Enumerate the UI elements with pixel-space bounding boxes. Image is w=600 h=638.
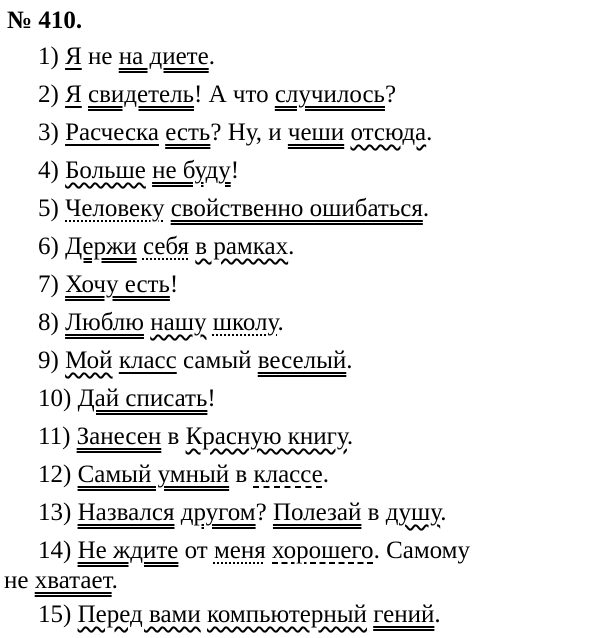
predicate: не буду xyxy=(152,157,231,184)
sentence-8 xyxy=(38,308,284,338)
predicate: Держи xyxy=(65,233,137,260)
predicate: свидетель xyxy=(88,81,195,108)
sentence-number: 13) xyxy=(38,499,78,526)
sentence-2 xyxy=(38,80,396,110)
plain-text: не xyxy=(81,43,119,70)
predicate: чеши xyxy=(287,119,345,146)
punctuation: . xyxy=(322,461,330,488)
attribute: Мой xyxy=(65,347,113,374)
punctuation: . xyxy=(426,119,433,146)
sentence-6 xyxy=(38,232,294,262)
punctuation: . xyxy=(434,601,441,628)
predicate: Назвался xyxy=(77,499,175,526)
sentence-number: 10) xyxy=(38,385,78,412)
subject: класс xyxy=(118,347,177,374)
sentence-number: 8) xyxy=(38,309,66,336)
sentence-12 xyxy=(38,460,329,490)
predicate: есть xyxy=(165,119,211,146)
punctuation: . xyxy=(346,347,353,374)
predicate: веселый xyxy=(257,347,347,374)
predicate: случилось xyxy=(274,81,385,108)
predicate: Самый умный xyxy=(77,461,230,488)
predicate: гений xyxy=(373,601,435,628)
plain-text: . Самому xyxy=(373,537,470,564)
predicate: Полезай xyxy=(272,499,362,526)
sentence-number: 4) xyxy=(38,157,66,184)
object: себя xyxy=(142,233,190,260)
sentence-13 xyxy=(38,498,446,528)
sentence-10 xyxy=(38,384,216,414)
subject: Я xyxy=(65,43,82,70)
punctuation: . xyxy=(440,499,447,526)
adverbial: в рамках xyxy=(195,233,289,260)
adverbial: классе xyxy=(253,461,323,488)
predicate: хватает xyxy=(34,567,112,594)
plain-text: в xyxy=(361,499,386,526)
predicate: Не ждите xyxy=(77,537,179,564)
punctuation: ? xyxy=(384,81,397,108)
object: школу xyxy=(212,309,278,336)
sentence-7 xyxy=(38,270,178,300)
predicate: Люблю xyxy=(65,309,144,336)
sentence-11 xyxy=(38,422,353,452)
object: меня xyxy=(213,537,266,564)
plain-text: не xyxy=(4,567,35,594)
sentence-4 xyxy=(38,156,239,186)
subject: Я xyxy=(65,81,82,108)
sentence-number: 12) xyxy=(38,461,78,488)
attribute: компьютерный xyxy=(207,601,367,628)
sentence-9 xyxy=(38,346,353,376)
sentence-number: 1) xyxy=(38,43,66,70)
punctuation: . xyxy=(277,309,284,336)
adverbial: Перед вами xyxy=(77,601,201,628)
sentence-number: 2) xyxy=(38,81,66,108)
predicate: свойственно ошибаться xyxy=(170,195,423,222)
sentence-5 xyxy=(38,194,429,224)
punctuation: . xyxy=(111,567,118,594)
punctuation: ! xyxy=(169,271,179,298)
sentence-number: 11) xyxy=(38,423,77,450)
adverbial: отсюда xyxy=(350,119,427,146)
predicate: Занесен xyxy=(76,423,162,450)
sentence-14-continuation xyxy=(4,566,118,596)
sentence-number: 14) xyxy=(38,537,78,564)
plain-text: ? Ну, и xyxy=(210,119,288,146)
object: хорошего xyxy=(272,537,374,564)
sentence-number: 7) xyxy=(38,271,66,298)
object: Человеку xyxy=(65,195,165,222)
plain-text: ! А что xyxy=(194,81,275,108)
plain-text: самый xyxy=(176,347,258,374)
adverbial: Больше xyxy=(65,157,146,184)
exercise-number: № 410. xyxy=(7,7,83,34)
sentence-1 xyxy=(38,42,215,72)
plain-text: в xyxy=(161,423,186,450)
punctuation: ! xyxy=(207,385,216,412)
sentence-15 xyxy=(38,600,441,630)
sentence-number: 6) xyxy=(38,233,66,260)
plain-text: в xyxy=(229,461,254,488)
predicate: Хочу есть xyxy=(65,271,170,298)
punctuation: ! xyxy=(230,157,240,184)
predicate: другом xyxy=(180,499,256,526)
sentence-number: 3) xyxy=(38,119,66,146)
predicate: Дай списать xyxy=(77,385,208,412)
punctuation: . xyxy=(208,43,215,70)
punctuation: . xyxy=(346,423,354,450)
punctuation: . xyxy=(288,233,295,260)
attribute: нашу xyxy=(150,309,207,336)
sentence-number: 5) xyxy=(38,195,66,222)
subject: Расческа xyxy=(65,119,159,146)
plain-text: ? xyxy=(255,499,273,526)
sentence-14 xyxy=(38,536,470,566)
plain-text: от xyxy=(178,537,214,564)
adverbial: Красную книгу xyxy=(185,423,347,450)
predicate: на диете xyxy=(118,43,209,70)
sentence-3 xyxy=(38,118,432,148)
sentence-number: 9) xyxy=(38,347,66,374)
sentence-number: 15) xyxy=(38,601,78,628)
punctuation: . xyxy=(422,195,430,222)
adverbial: душу xyxy=(385,499,441,526)
